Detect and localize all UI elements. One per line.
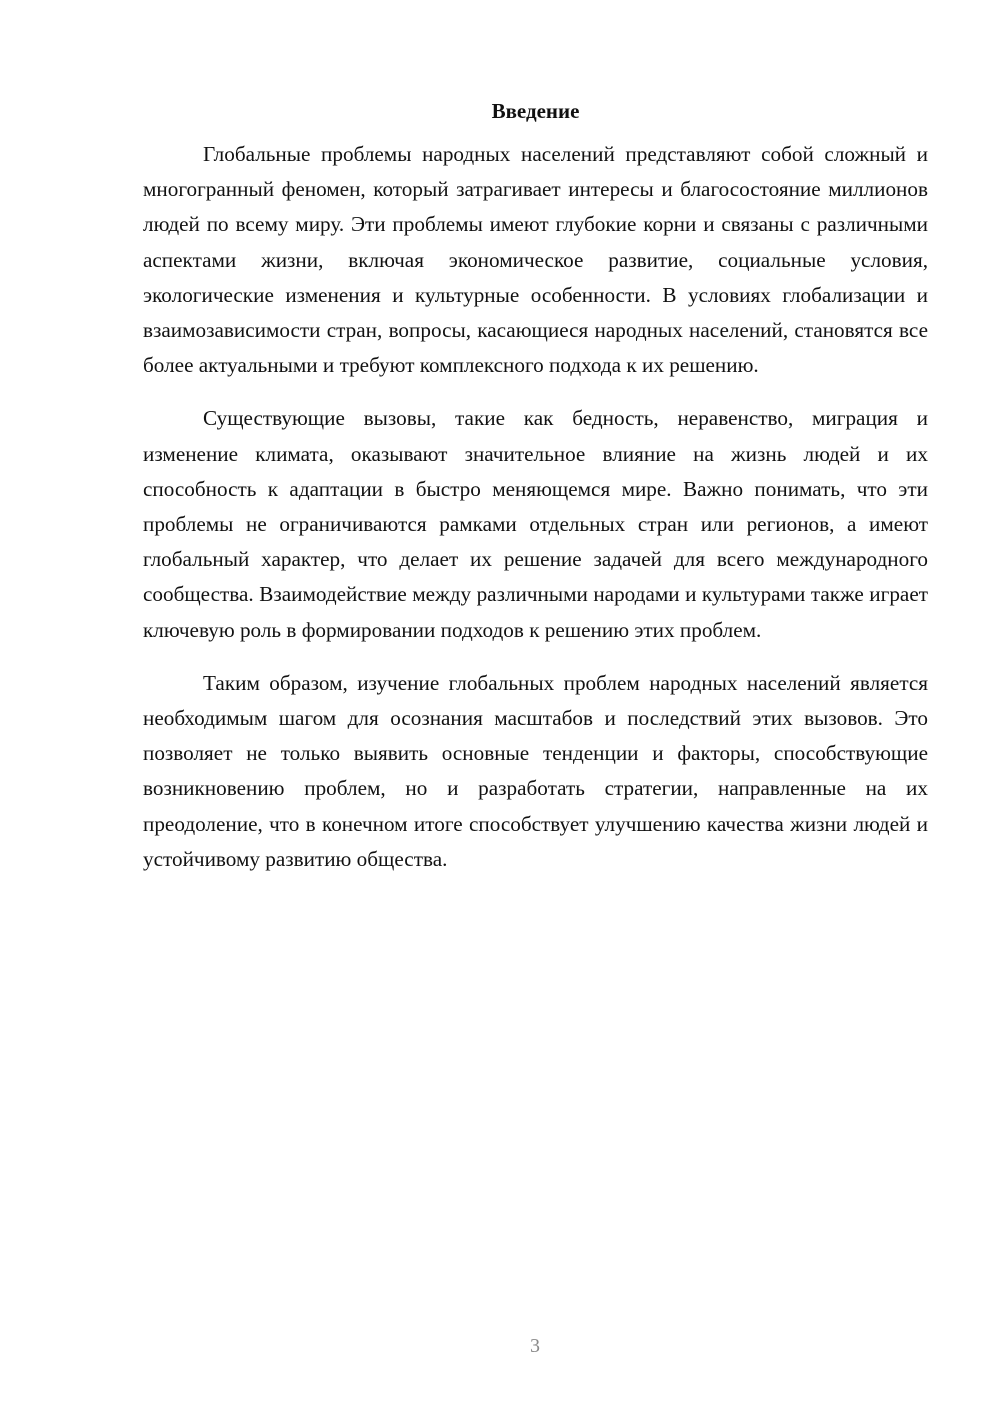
paragraph-1: Глобальные проблемы народных населений представляют собой сложный и многогранный феномен, который затрагивает интересы и благосостояние миллионов людей по всему миру. Эти проблемы имеют глубокие корни и связаны с различными аспектами жизни, включая экономическое развитие, социальные условия, экологические изменения и культурные особенности. В условиях глобализации и взаимозависимости стран, вопросы, касающиеся народных населений, становятся все более актуальными и требуют комплексного подхода к их решению.: [143, 142, 928, 378]
page-content: [143, 97, 928, 895]
paragraph-2: Существующие вызовы, такие как бедность, неравенство, миграция и изменение климата, оказывают значительное влияние на жизнь людей и их способность к адаптации в быстро меняющемся мире. Важно понимать, что эти проблемы не ограничиваются рамками отдельных стран или регионов, а имеют глобальный характер, что делает их решение задачей для всего международного сообщества. Взаимодействие между различными народами и культурами также играет ключевую роль в формировании подходов к решению этих проблем.: [143, 406, 928, 642]
page-number: 3: [530, 1335, 540, 1357]
paragraph-3: Таким образом, изучение глобальных проблем народных населений является необходимым шагом для осознания масштабов и последствий этих вызовов. Это позволяет не только выявить основные тенденции и факторы, способствующие возникновению проблем, но и разработать стратегии, направленные на их преодоление, что в конечном итоге способствует улучшению качества жизни людей и устойчивому развитию общества.: [143, 670, 928, 871]
section-heading: Введение: [491, 99, 580, 123]
